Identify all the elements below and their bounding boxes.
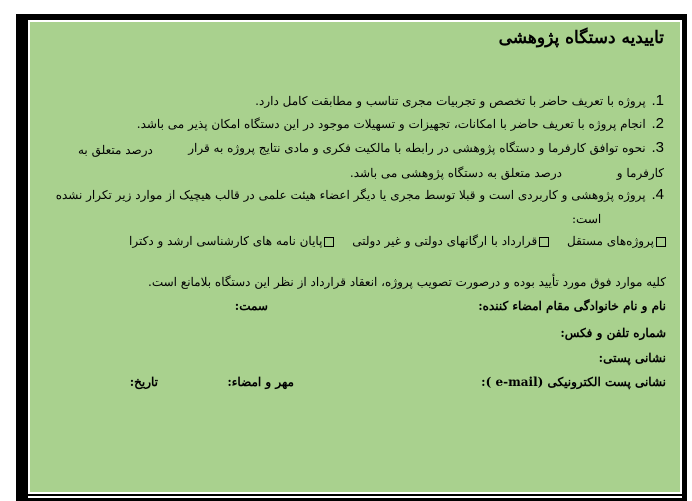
bottom-divider (28, 496, 682, 498)
option-independent-projects[interactable]: پروژه‌های مستقل (567, 234, 666, 248)
postal-address-label: نشانی پستی: (598, 351, 666, 365)
position-label: سمت: (234, 299, 268, 313)
item-text: انجام پروژه با تعریف حاضر با امکانات، تجهیزات و تسهیلات موجود در این دستگاه امکان پذیر می باشد. (136, 117, 646, 131)
item-number: 4. (651, 186, 664, 203)
checkbox-contracts[interactable] (539, 237, 549, 247)
item-number: 2. (651, 115, 664, 132)
phone-fax-label: شماره تلفن و فکس: (560, 326, 666, 340)
item-text: پروژه پژوهشی و کاربردی است و قبلا توسط مجری یا دیگر اعضاء هیئت علمی در قالب هیچیک از موارد زیر تکرار نشده (55, 188, 646, 202)
item-number: 1. (651, 92, 664, 109)
approval-statement: کلیه موارد فوق مورد تأیید بوده و درصورت تصویب پروژه، انعقاد قرارداد از نظر این دستگاه بلامانع است. (148, 275, 666, 289)
list-item-4 (56, 187, 664, 203)
item-3-tail: درصد متعلق به (78, 143, 153, 157)
list-item-3 (188, 140, 664, 156)
email-label: نشانی پست الکترونیکی (e-mail ): (481, 375, 666, 389)
item-3-line2-b: درصد متعلق به دستگاه پژوهشی می باشد. (349, 166, 562, 180)
project-type-options (115, 234, 666, 248)
option-government-contracts[interactable]: قرارداد با ارگانهای دولتی و غیر دولتی (352, 234, 549, 248)
date-label: تاریخ: (129, 375, 158, 389)
item-3-line2-a: کارفرما و (616, 166, 664, 180)
list-item-2 (137, 116, 664, 132)
item-text: پروژه با تعریف حاضر با تخصص و تجربیات مجری تناسب و مطابقت کامل دارد. (255, 94, 646, 108)
item-number: 3. (651, 139, 664, 156)
checkbox-theses[interactable] (324, 237, 334, 247)
approval-form-panel (28, 20, 682, 494)
item-4-line2: است: (572, 212, 602, 226)
stamp-signature-label: مهر و امضاء: (227, 375, 294, 389)
item-text: نحوه توافق کارفرما و دستگاه پژوهشی در رابطه با مالکیت فکری و مادی نتایج پروژه به قرار (188, 141, 646, 155)
checkbox-independent[interactable] (656, 237, 666, 247)
list-item-1 (255, 93, 664, 109)
option-theses[interactable]: پایان نامه های کارشناسی ارشد و دکترا (129, 234, 334, 248)
form-title: تاییدیه دستگاه پژوهشی (498, 28, 664, 48)
signer-name-label: نام و نام خانوادگی مقام امضاء کننده: (478, 299, 666, 313)
